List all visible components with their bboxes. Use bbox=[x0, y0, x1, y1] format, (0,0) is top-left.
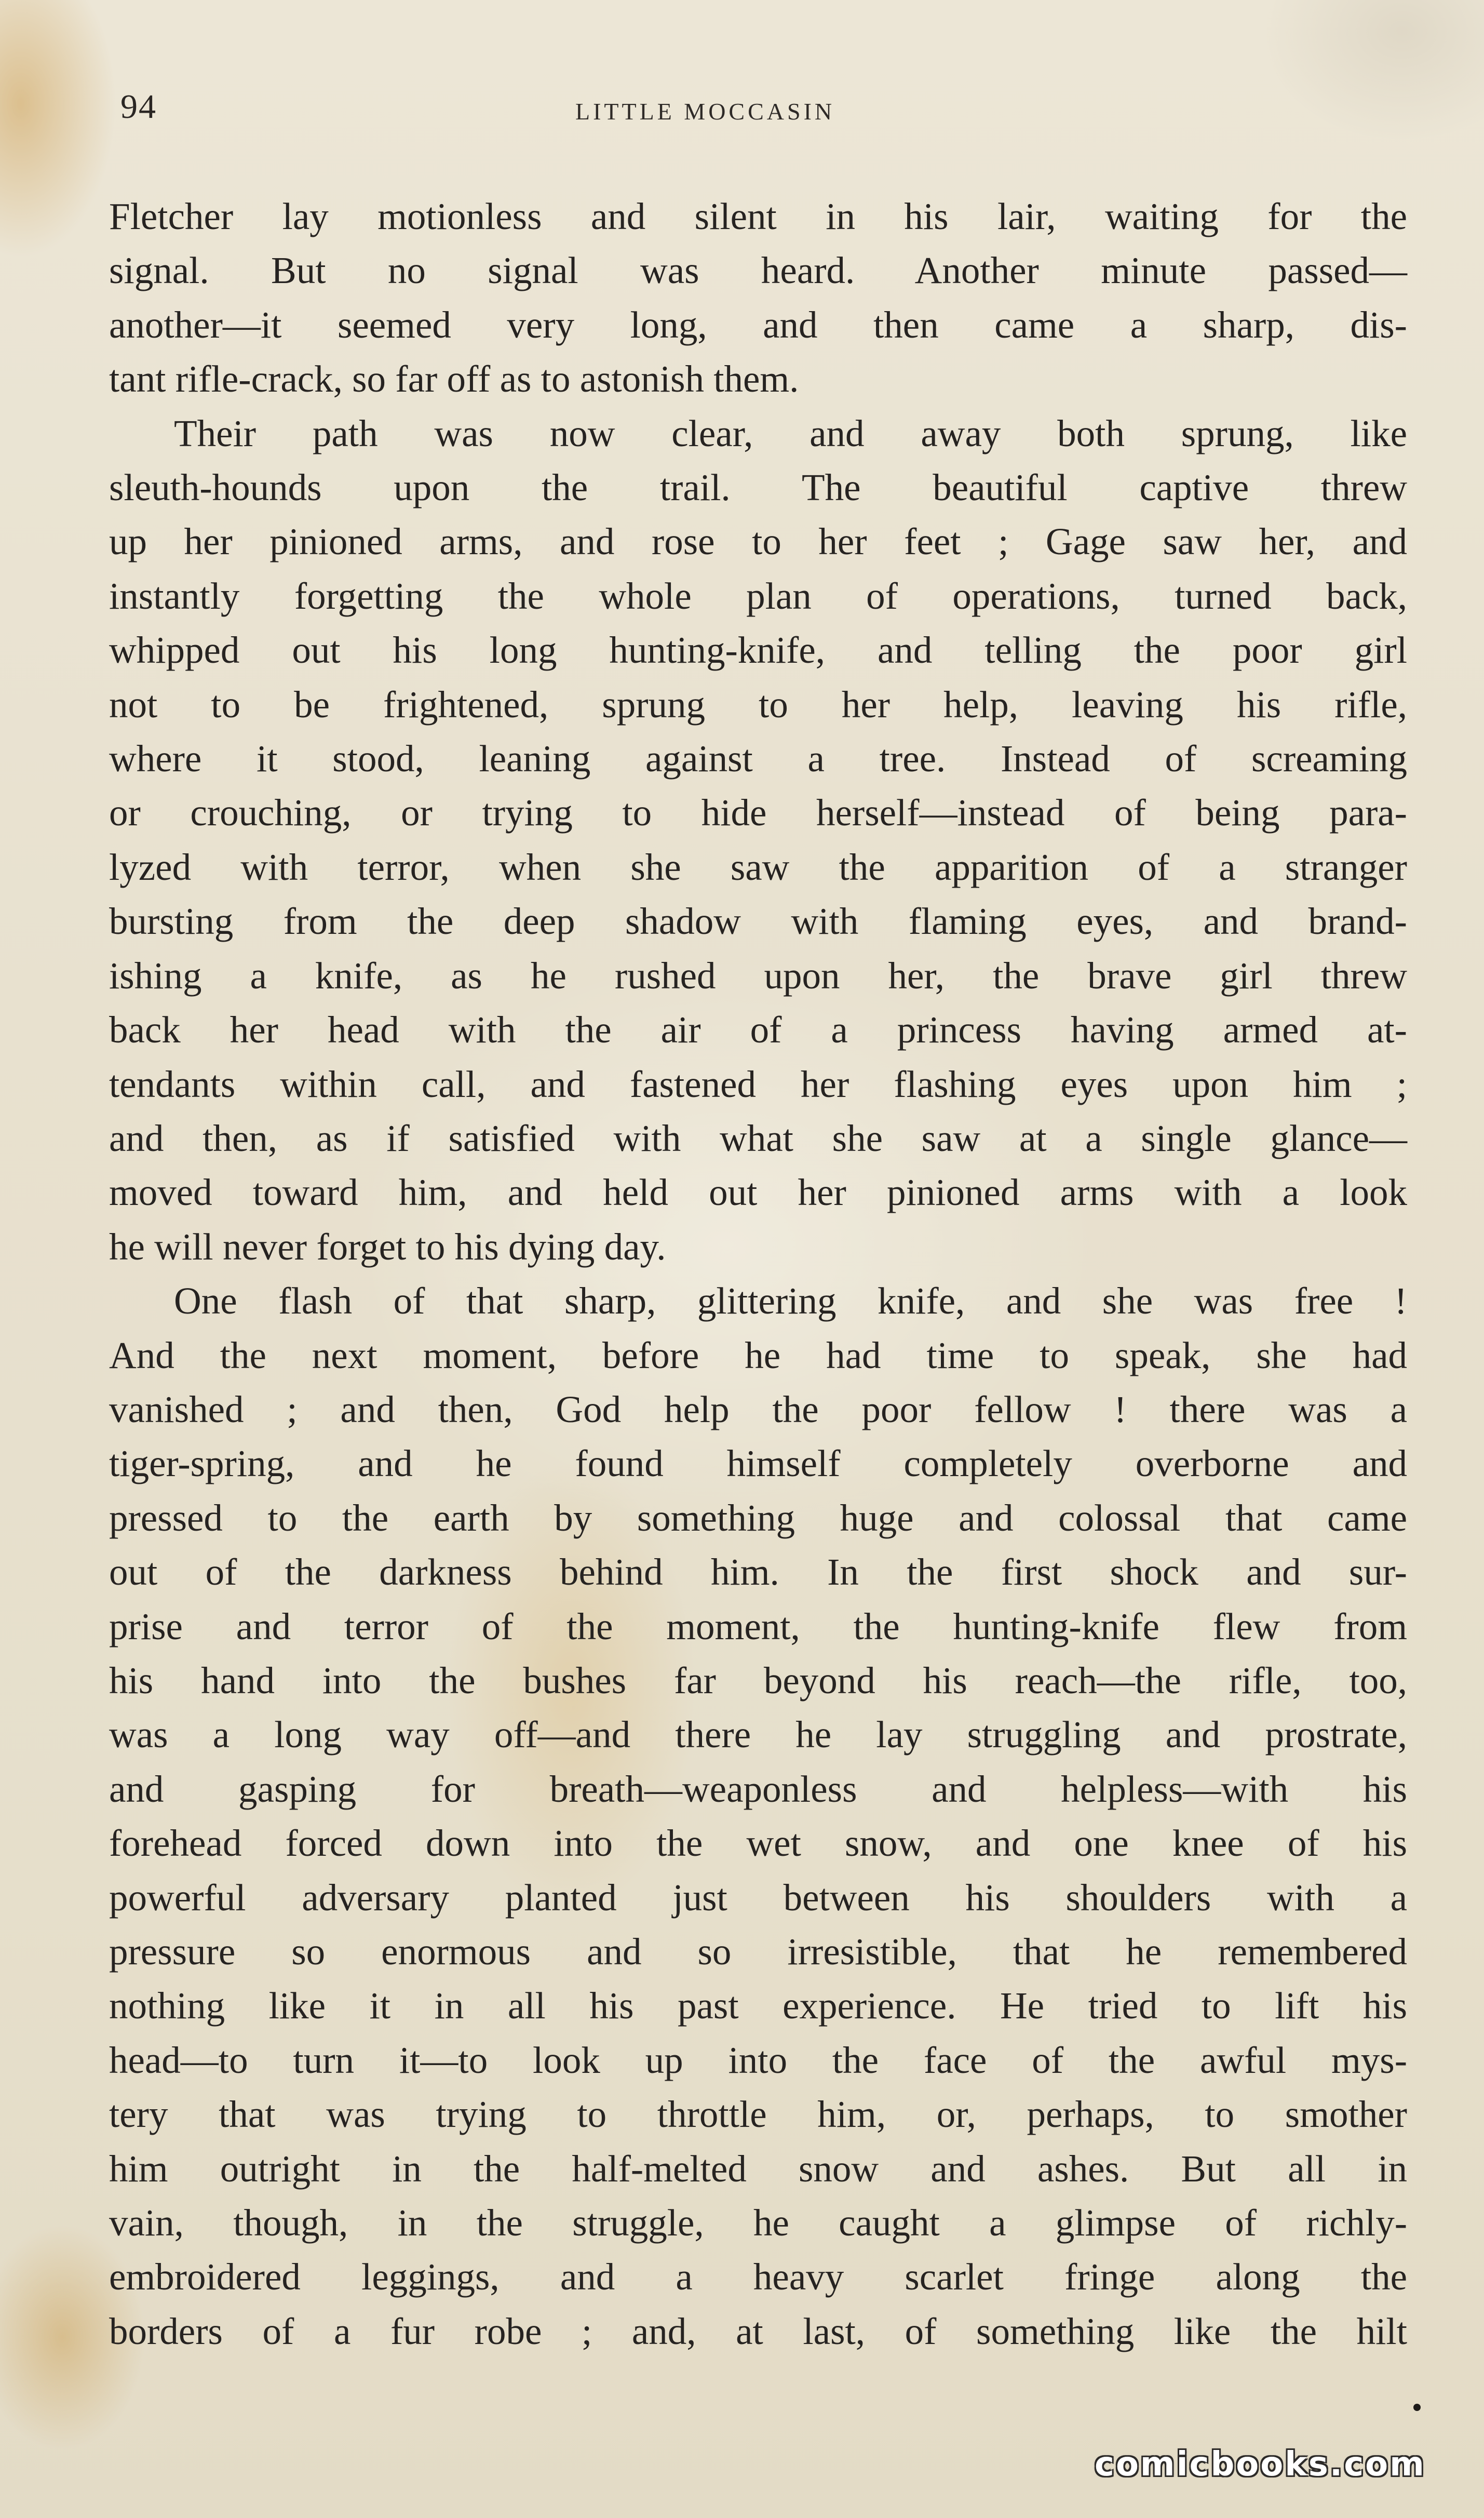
text-line: and then, as if satisfied with what she saw at a single glance— bbox=[109, 1117, 1407, 1159]
text-line: embroidered leggings, and a heavy scarlet fringe along the bbox=[109, 2256, 1407, 2298]
text-line: and gasping for breath—weaponless and helpless—with his bbox=[109, 1767, 1407, 1810]
text-line: tendants within call, and fastened her flashing eyes upon him ; bbox=[109, 1063, 1407, 1105]
text-line: or crouching, or trying to hide herself—instead of being para- bbox=[109, 792, 1407, 834]
text-line: up her pinioned arms, and rose to her feet ; Gage saw her, and bbox=[109, 520, 1407, 563]
text-line: his hand into the bushes far beyond his reach—the rifle, too, bbox=[109, 1659, 1407, 1702]
text-line: signal. But no signal was heard. Another minute passed— bbox=[109, 249, 1407, 292]
paragraph-start-line: One flash of that sharp, glittering knife, and she was free ! bbox=[174, 1280, 1407, 1322]
text-line: powerful adversary planted just between his shoulders with a bbox=[109, 1876, 1407, 1919]
text-line: not to be frightened, sprung to her help, leaving his rifle, bbox=[109, 683, 1407, 726]
text-line: instantly forgetting the whole plan of operations, turned back, bbox=[109, 574, 1407, 617]
end-of-page-dot bbox=[1413, 2404, 1421, 2411]
text-line: sleuth-hounds upon the trail. The beautiful captive threw bbox=[109, 466, 1407, 509]
text-line: moved toward him, and held out her pinioned arms with a look bbox=[109, 1171, 1407, 1214]
text-line: tant rifle-crack, so far off as to astonish them. bbox=[109, 358, 799, 400]
text-line: tery that was trying to throttle him, or, perhaps, to smother bbox=[109, 2093, 1407, 2136]
text-line: him outright in the half-melted snow and ashes. But all in bbox=[109, 2147, 1407, 2190]
text-line: bursting from the deep shadow with flaming eyes, and brand- bbox=[109, 900, 1407, 943]
text-line: head—to turn it—to look up into the face of the awful mys- bbox=[109, 2039, 1407, 2081]
text-line: pressure so enormous and so irresistible, that he remembered bbox=[109, 1931, 1407, 1973]
text-line: he will never forget to his dying day. bbox=[109, 1225, 666, 1268]
watermark: comicbooks.com bbox=[1095, 2445, 1426, 2484]
text-line: pressed to the earth by something huge and colossal that came bbox=[109, 1496, 1407, 1539]
text-line: Fletcher lay motionless and silent in his lair, waiting for the bbox=[109, 195, 1407, 237]
running-head: LITTLE MOCCASIN bbox=[575, 98, 835, 125]
text-line: prise and terror of the moment, the hunting-knife flew from bbox=[109, 1605, 1407, 1648]
text-line: vain, though, in the struggle, he caught a glimpse of richly- bbox=[109, 2202, 1407, 2244]
text-line: another—it seemed very long, and then came a sharp, dis- bbox=[109, 303, 1407, 346]
text-line: forehead forced down into the wet snow, and one knee of his bbox=[109, 1822, 1407, 1865]
page-number: 94 bbox=[120, 88, 157, 126]
text-line: nothing like it in all his past experience. He tried to lift his bbox=[109, 1985, 1407, 2027]
text-line: tiger-spring, and he found himself completely overborne and bbox=[109, 1442, 1407, 1485]
body-text bbox=[109, 190, 1407, 2359]
text-line: ishing a knife, as he rushed upon her, the brave girl threw bbox=[109, 954, 1407, 997]
text-line: vanished ; and then, God help the poor fellow ! there was a bbox=[109, 1388, 1407, 1430]
text-line: out of the darkness behind him. In the first shock and sur- bbox=[109, 1551, 1407, 1593]
text-line: whipped out his long hunting-knife, and telling the poor girl bbox=[109, 629, 1407, 672]
text-line: lyzed with terror, when she saw the apparition of a stranger bbox=[109, 846, 1407, 888]
paragraph-start-line: Their path was now clear, and away both sprung, like bbox=[174, 412, 1407, 454]
text-line: back her head with the air of a princess having armed at- bbox=[109, 1009, 1407, 1051]
text-line: was a long way off—and there he lay struggling and prostrate, bbox=[109, 1713, 1407, 1756]
text-line: And the next moment, before he had time to speak, she had bbox=[109, 1334, 1407, 1376]
text-line: borders of a fur robe ; and, at last, of something like the hilt bbox=[109, 2310, 1407, 2352]
text-line: where it stood, leaning against a tree. Instead of screaming bbox=[109, 738, 1407, 780]
